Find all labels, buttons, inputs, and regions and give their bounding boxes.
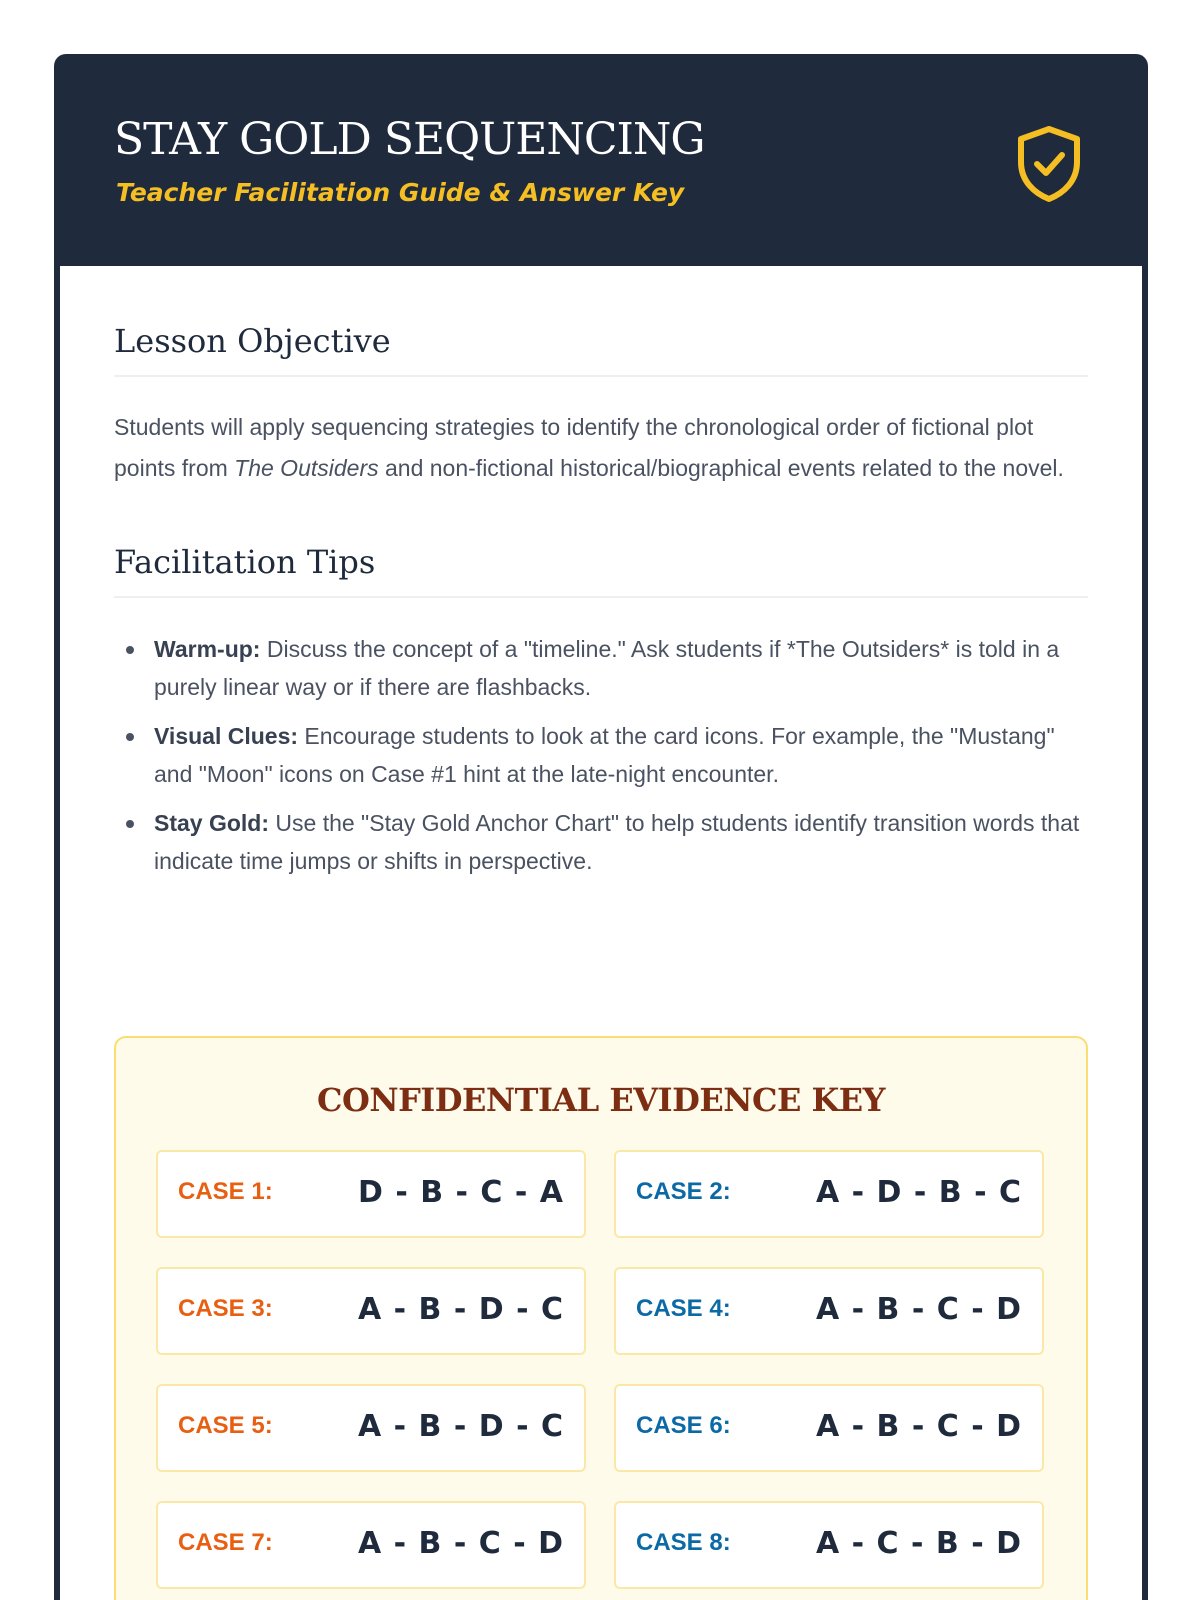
tip-text: Discuss the concept of a "timeline." Ask students if *The Outsiders* is told in a purely linear way or if there are flashbacks.	[154, 636, 1060, 701]
case-label: CASE 6:	[636, 1412, 731, 1439]
tips-heading: Facilitation Tips	[114, 545, 1088, 598]
page-subtitle: Teacher Facilitation Guide & Answer Key	[116, 178, 685, 207]
case-answer: A - B - C - D	[815, 1409, 1022, 1444]
case-card	[614, 1501, 1044, 1589]
case-label: CASE 5:	[178, 1412, 273, 1439]
list-item	[114, 804, 1088, 880]
case-card	[156, 1150, 586, 1238]
list-item	[114, 630, 1088, 706]
objective-text-after: and non-fictional historical/biographical events related to the novel.	[378, 455, 1064, 482]
tip-label: Visual Clues:	[154, 723, 299, 750]
case-answer: A - B - D - C	[357, 1409, 564, 1444]
case-label: CASE 4:	[636, 1295, 731, 1322]
case-card	[156, 1384, 586, 1472]
case-label: CASE 8:	[636, 1529, 731, 1556]
objective-text	[114, 407, 1088, 489]
case-label: CASE 7:	[178, 1529, 273, 1556]
case-answer: D - B - C - A	[357, 1175, 564, 1210]
case-card	[614, 1384, 1044, 1472]
objective-heading: Lesson Objective	[114, 324, 1088, 377]
tips-list	[114, 630, 1088, 880]
header	[54, 54, 1148, 266]
case-answer: A - D - B - C	[815, 1175, 1022, 1210]
case-label: CASE 2:	[636, 1178, 731, 1205]
case-answer: A - B - C - D	[815, 1292, 1022, 1327]
evidence-key-box	[114, 1036, 1088, 1600]
tip-label: Stay Gold:	[154, 810, 270, 837]
guide-card	[54, 54, 1148, 1600]
case-label: CASE 1:	[178, 1178, 273, 1205]
shield-check-icon	[1014, 124, 1084, 204]
page-title: STAY GOLD SEQUENCING	[114, 114, 705, 165]
tip-text: Use the "Stay Gold Anchor Chart" to help students identify transition words that indicate time jumps or shifts in perspective.	[154, 810, 1080, 875]
evidence-key-title: CONFIDENTIAL EVIDENCE KEY	[316, 1081, 886, 1119]
tip-label: Warm-up:	[154, 636, 261, 663]
case-card	[156, 1501, 586, 1589]
case-answer: A - B - C - D	[357, 1526, 564, 1561]
objective-text-before: Students will apply sequencing strategies to identify the chronological order of fictional plot points from	[114, 414, 1034, 482]
case-label: CASE 3:	[178, 1295, 273, 1322]
content	[60, 266, 1142, 1600]
case-answer: A - B - D - C	[357, 1292, 564, 1327]
case-answer: A - C - B - D	[815, 1526, 1022, 1561]
case-card	[614, 1267, 1044, 1355]
list-item	[114, 717, 1088, 793]
case-card	[156, 1267, 586, 1355]
tip-text: Encourage students to look at the card icons. For example, the "Mustang" and "Moon" icons on Case #1 hint at the late-night encounter.	[154, 723, 1055, 788]
book-title: The Outsiders	[234, 455, 379, 482]
case-card	[614, 1150, 1044, 1238]
